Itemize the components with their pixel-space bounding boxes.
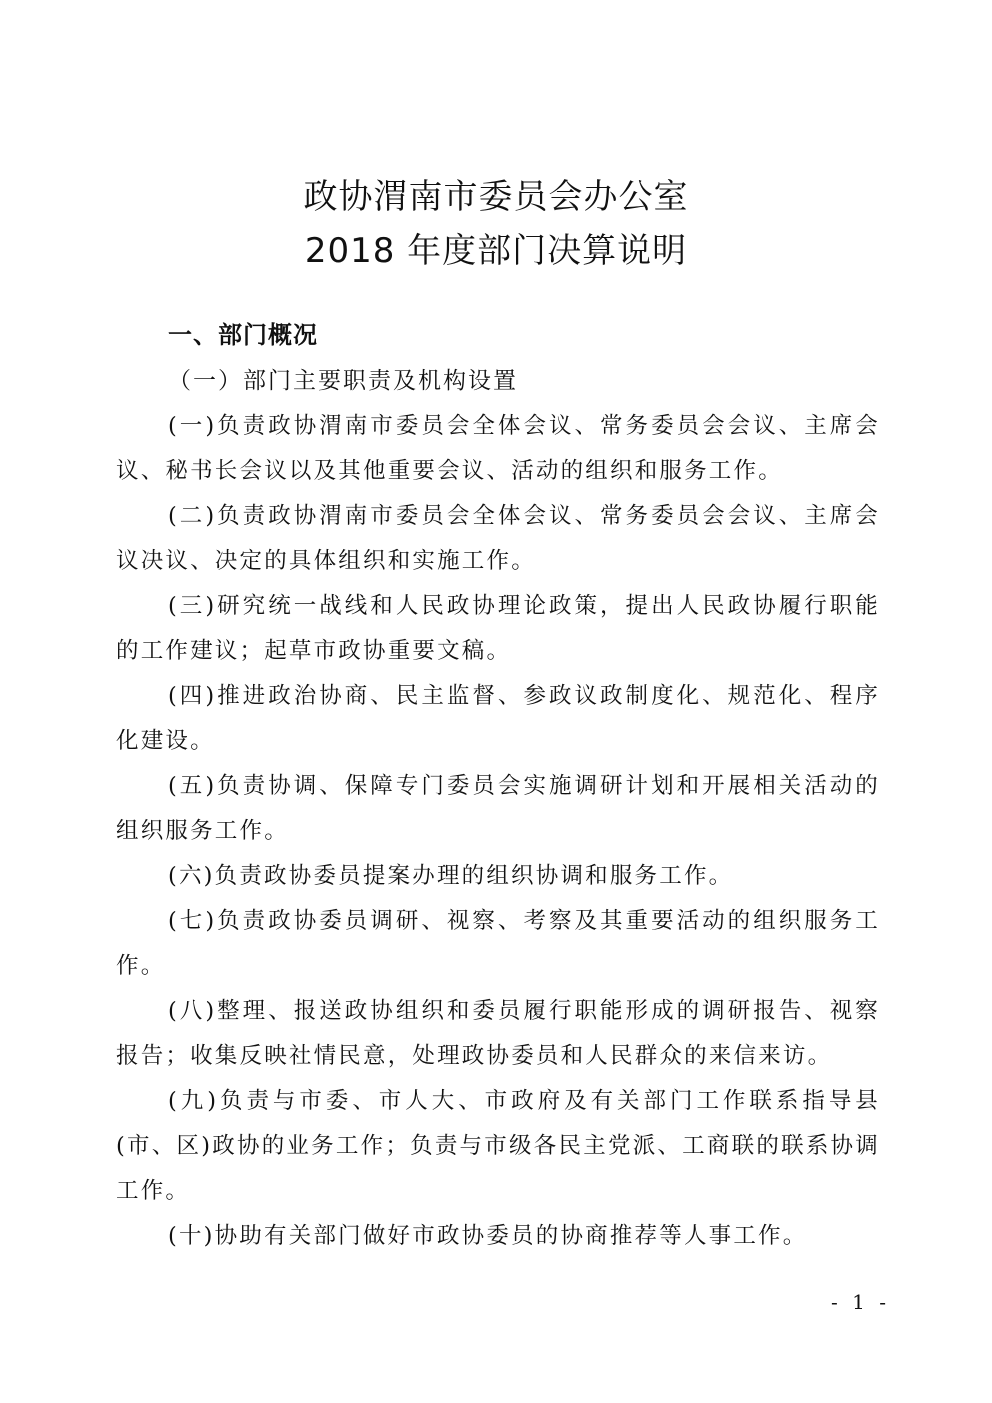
duty-paragraph-2: (二)负责政协渭南市委员会全体会议、常务委员会会议、主席会议决议、决定的具体组织和实施工作。 — [116, 503, 880, 574]
document-title — [0, 170, 992, 278]
subsection-heading: （一）部门主要职责及机构设置 — [168, 368, 518, 394]
title-line-2: 2018 年度部门决算说明 — [304, 231, 688, 271]
page-number: - 1 - — [831, 1290, 890, 1314]
title-line-1: 政协渭南市委员会办公室 — [303, 177, 689, 217]
document-body — [116, 312, 880, 1259]
duty-paragraph-1: (一)负责政协渭南市委员会全体会议、常务委员会会议、主席会议、秘书长会议以及其他重要会议、活动的组织和服务工作。 — [116, 413, 880, 484]
section-heading: 一、部门概况 — [168, 321, 318, 349]
duty-paragraph-9: (九)负责与市委、市人大、市政府及有关部门工作联系指导县(市、区)政协的业务工作；负责与市级各民主党派、工商联的联系协调工作。 — [116, 1088, 880, 1204]
duty-paragraph-4: (四)推进政治协商、民主监督、参政议政制度化、规范化、程序化建设。 — [116, 683, 880, 754]
duty-paragraph-8: (八)整理、报送政协组织和委员履行职能形成的调研报告、视察报告；收集反映社情民意，处理政协委员和人民群众的来信来访。 — [116, 998, 880, 1069]
duty-paragraph-5: (五)负责协调、保障专门委员会实施调研计划和开展相关活动的组织服务工作。 — [116, 773, 880, 844]
duty-paragraph-3: (三)研究统一战线和人民政协理论政策，提出人民政协履行职能的工作建议；起草市政协重要文稿。 — [116, 593, 880, 664]
duty-paragraph-7: (七)负责政协委员调研、视察、考察及其重要活动的组织服务工作。 — [116, 908, 880, 979]
duty-paragraph-6: (六)负责政协委员提案办理的组织协调和服务工作。 — [168, 863, 734, 889]
duty-paragraph-10: (十)协助有关部门做好市政协委员的协商推荐等人事工作。 — [168, 1223, 808, 1249]
